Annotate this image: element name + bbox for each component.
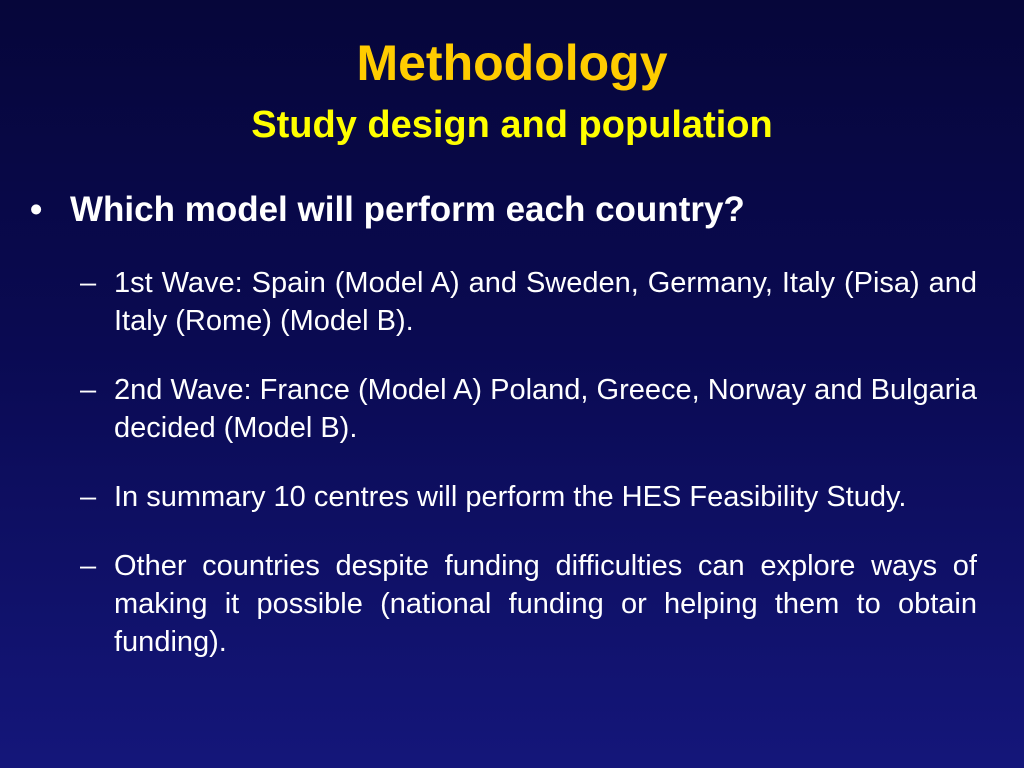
dash-marker: – — [80, 374, 97, 406]
sub-bullet-item — [80, 478, 977, 516]
dash-marker: – — [80, 550, 97, 582]
bullet-marker: • — [30, 190, 43, 229]
sub-bullet-text: 1st Wave: Spain (Model A) and Sweden, Germany, Italy (Pisa) and Italy (Rome) (Model B). — [114, 267, 977, 337]
sub-bullet-item — [80, 371, 977, 447]
sub-bullet-item — [80, 264, 977, 340]
sub-bullet-list — [80, 264, 977, 692]
main-bullet-text: Which model will perform each country? — [70, 190, 745, 229]
main-bullet — [30, 186, 990, 234]
sub-bullet-text: In summary 10 centres will perform the HES Feasibility Study. — [114, 481, 907, 513]
sub-bullet-text: Other countries despite funding difficulties can explore ways of making it possible (national funding or helping them to obtain funding). — [114, 550, 977, 658]
sub-bullet-text: 2nd Wave: France (Model A) Poland, Greece, Norway and Bulgaria decided (Model B). — [114, 374, 977, 444]
sub-bullet-item — [80, 547, 977, 661]
slide-subtitle: Study design and population — [251, 104, 773, 146]
dash-marker: – — [80, 481, 97, 513]
dash-marker: – — [80, 267, 97, 299]
slide-title: Methodology — [356, 35, 668, 91]
